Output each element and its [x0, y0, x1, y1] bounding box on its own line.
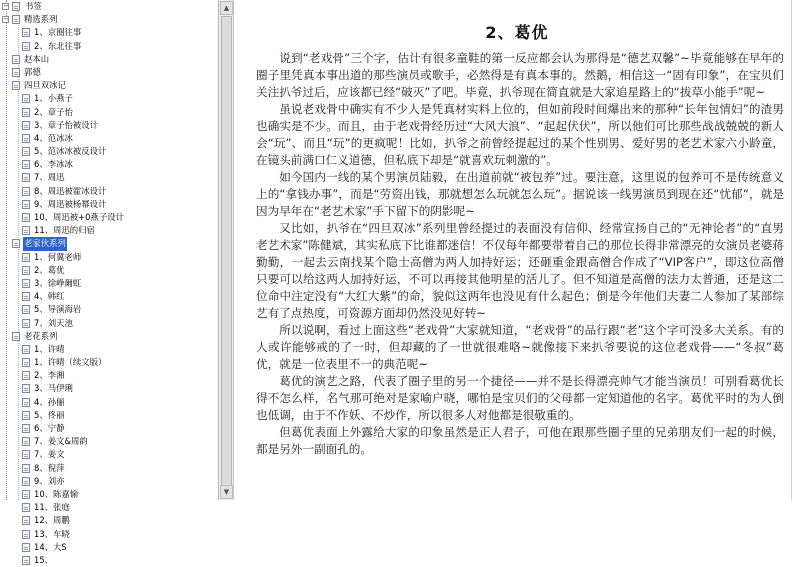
document-icon: [22, 187, 30, 196]
tree-item[interactable]: [0, 211, 218, 224]
tree-item-label: 14、大S: [34, 541, 67, 552]
tree-item-label: 5、导演海岩: [34, 304, 82, 315]
folder-icon: [12, 2, 20, 11]
document-icon: [12, 55, 20, 64]
document-icon: [22, 490, 30, 499]
tree-items: [0, 13, 218, 567]
tree-item[interactable]: [0, 145, 218, 158]
tree-item-label: 5、范冰冰被反设计: [34, 146, 107, 157]
tree-scrollbar[interactable]: [219, 0, 234, 500]
paragraph: 如今国内一线的某个男演员陆毅，在出道前就“被包养”过。要注意，这里说的包养可不是传统意义上的“拿钱办事”，而是“劳资出钱，那就想怎么玩就怎么玩”。据说该一线男演员到现在还“忧郁”，就是因为早年在“老艺术家”手下留下的阴影呢~: [256, 170, 784, 218]
document-icon: [22, 213, 30, 222]
document-icon: [22, 411, 30, 420]
bookmark-tree-pane: [0, 0, 219, 565]
document-icon: [22, 134, 30, 143]
tree-item[interactable]: [0, 290, 218, 303]
document-icon: [12, 68, 20, 77]
document-icon: [22, 160, 30, 169]
document-icon: [22, 437, 30, 446]
tree-item-label: 10、周迅被+0燕子设计: [34, 212, 125, 222]
tree-item[interactable]: [0, 356, 218, 369]
document-icon: [22, 477, 30, 486]
tree-item-label: 老家伙系列: [23, 237, 67, 250]
tree-item-label: 8、周迅被霍冰设计: [34, 185, 107, 196]
tree-item-label: 4、孙俪: [34, 396, 65, 407]
document-icon: [22, 108, 30, 117]
tree-item[interactable]: [0, 132, 218, 145]
document-icon: [22, 94, 30, 103]
collapse-icon[interactable]: −: [3, 2, 9, 10]
tree-item-label: 3、章子怡被设计: [34, 119, 98, 130]
tree-item-label: 13、车晓: [34, 528, 70, 539]
tree-item[interactable]: [0, 92, 218, 105]
tree-item-label: 赵本山: [24, 53, 50, 64]
tree-item[interactable]: [0, 462, 218, 475]
tree-item-label: 12、周鹏: [34, 515, 70, 526]
tree-item-label: 精选系列: [24, 14, 58, 25]
tree-item-label: 6、宁静: [34, 423, 65, 433]
tree-item-label: 老花系列: [24, 330, 58, 341]
document-icon: [12, 332, 20, 341]
window-edge: [791, 0, 792, 500]
tree-item[interactable]: [0, 541, 218, 554]
tree-item-label: 10、陈嘉愉: [34, 488, 79, 499]
tree-item[interactable]: [0, 303, 218, 316]
tree-root[interactable]: [0, 0, 218, 13]
paragraph: 说到“老戏骨”三个字，估计有很多童鞋的第一反应都会认为那得是“德艺双馨”~毕竟能够在早年的圈子里凭真本事出道的那些演员或歌手，必然得是有真本事的。然鹅，相信这一“固有印象”，在宝贝们关注扒爷过后，应该都已经“破灭”了吧。毕竟，扒爷现在简直就是大家追星路上的“拔草小能手”呢~: [256, 51, 784, 99]
tree-item-label: 11、周迅的归宿: [34, 225, 95, 236]
tree-item-label: 四旦双冰记: [24, 80, 66, 91]
document-icon: [22, 464, 30, 473]
tree-item[interactable]: [0, 119, 218, 132]
document-icon: [22, 200, 30, 209]
tree-item[interactable]: [0, 343, 218, 356]
tree-item-label: 4、韩红: [34, 291, 65, 302]
tree-item[interactable]: [0, 251, 218, 264]
tree-item-label: 1、京圈往事: [34, 27, 82, 38]
document-icon: [22, 42, 30, 51]
paragraph: 但葛优表面上外露给大家的印象虽然是正人君子，可他在跟那些圈子里的兄弟朋友们一起的时候，都是另外一副面孔的。: [256, 425, 784, 456]
tree-item[interactable]: [0, 396, 218, 409]
tree-item-label: 2、章子怡: [34, 106, 73, 117]
scroll-up-icon[interactable]: ▲: [220, 1, 233, 15]
paragraph: 葛优的演艺之路，代表了圈子里的另一个捷径——并不是长得漂亮帅气才能当演员！可别看葛优长得不怎么样，名气那可绝对是家喻户晓，哪怕是宝贝们的父母都一定知道他的名字。葛优平时的为人倒也低调，由于不作妖、不炒作，所以很多人对他都是很敬重的。: [256, 374, 784, 422]
tree-item[interactable]: [0, 514, 218, 527]
tree-item-label: 9、刘亦: [34, 475, 65, 486]
document-icon: [12, 81, 20, 90]
tree-item[interactable]: [0, 382, 218, 395]
document-icon: [22, 398, 30, 407]
tree-item-label: 6、李冰冰: [34, 159, 73, 170]
tree-item[interactable]: [0, 528, 218, 541]
tree-item[interactable]: [0, 13, 218, 26]
document-icon: [22, 266, 30, 275]
document-icon: [22, 556, 30, 565]
tree-item[interactable]: [0, 237, 218, 250]
document-icon: [22, 503, 30, 512]
tree-item-label: 7、姜文: [34, 449, 65, 460]
tree-item[interactable]: [0, 554, 218, 567]
tree-item-label: 4、范冰冰: [34, 132, 73, 143]
document-icon: [12, 15, 20, 24]
tree-item[interactable]: [0, 224, 218, 237]
tree-item[interactable]: [0, 409, 218, 422]
document-icon: [22, 530, 30, 539]
tree-item[interactable]: [0, 158, 218, 171]
scroll-thumb[interactable]: [221, 16, 232, 490]
tree-item[interactable]: [0, 435, 218, 448]
document-pane: [234, 0, 800, 500]
document-icon: [22, 384, 30, 393]
tree-item[interactable]: [0, 277, 218, 290]
document-icon: [22, 543, 30, 552]
document-icon: [22, 147, 30, 156]
tree-item[interactable]: [0, 475, 218, 488]
tree-item[interactable]: [0, 106, 218, 119]
tree-item[interactable]: [0, 185, 218, 198]
tree-item[interactable]: [0, 53, 218, 66]
tree-item-label: 7、周迅: [34, 172, 65, 183]
tree-item-label: 7、刘天池: [34, 317, 73, 328]
tree-item[interactable]: [0, 488, 218, 501]
tree-item[interactable]: [0, 79, 218, 92]
document-icon: [22, 305, 30, 314]
tree-item-label: 15、: [34, 554, 54, 565]
tree-item-label: 5、佟丽: [34, 409, 65, 420]
paragraph: 虽说老戏骨中确实有不少人是凭真材实料上位的，但如前段时间爆出来的那种“长年包情妇”的渣男也确实是不少。而且，由于老戏骨经历过“大风大浪”、“起起伏伏”，所以他们可比那些战战兢兢的新人会“玩”、而且“玩”的更疯呢！比如，扒爷之前曾经提起过的某个性别男、爱好男的老艺术家六小龄童，在镜头前满口仁义道德，但私底下却是“就喜欢玩刺激的”。: [256, 102, 784, 167]
paragraph: 所以说啊，看过上面这些“老戏骨”大家就知道，“老戏骨”的品行跟“老”这个字可没多大关系。有的人或许能够戒的了一时，但却藏的了一世就很难咯~就像接下来扒爷要说的这位老戏骨——“冬叔”葛优，就是一位表里不一的典范呢~: [256, 323, 784, 371]
tree-item[interactable]: [0, 66, 218, 79]
tree-item-label: 3、马伊琍: [34, 383, 73, 394]
document-icon: [22, 226, 30, 235]
document-icon: [22, 516, 30, 525]
tree-item-label: 1、许晴: [34, 343, 65, 354]
document-icon: [22, 450, 30, 459]
tree-item-label: 3、徐峥爾虹: [34, 277, 82, 288]
document-title: 2、葛优: [485, 23, 549, 42]
tree-item[interactable]: [0, 369, 218, 382]
document-icon: [12, 239, 20, 248]
tree-item[interactable]: [0, 171, 218, 184]
tree-item[interactable]: [0, 330, 218, 343]
scroll-down-icon[interactable]: ▼: [220, 485, 233, 499]
tree-item[interactable]: [0, 422, 218, 435]
tree-item[interactable]: [0, 501, 218, 514]
document-icon: [22, 173, 30, 182]
tree-item-label: 7、姜文&周韵: [34, 436, 88, 447]
tree-item-label: 1、小燕子: [34, 93, 73, 104]
tree-item[interactable]: [0, 198, 218, 211]
tree-item-label: 2、葛优: [34, 264, 65, 275]
tree-item-label: 2、李湘: [34, 370, 65, 381]
document-icon: [22, 319, 30, 328]
collapse-icon[interactable]: −: [3, 15, 9, 24]
tree-item[interactable]: [0, 448, 218, 461]
document-icon: [22, 253, 30, 262]
tree-item[interactable]: [0, 40, 218, 53]
tree-item-label: 1、许晴（续文版）: [34, 357, 107, 368]
tree-item[interactable]: [0, 264, 218, 277]
document-icon: [22, 28, 30, 37]
document-icon: [22, 424, 30, 433]
tree-item-label: 9、周迅被杨幂设计: [34, 198, 107, 209]
tree-item-label: 1、何冀老师: [34, 251, 82, 262]
document-icon: [22, 279, 30, 288]
document-icon: [22, 358, 30, 367]
tree-item-label: 郭德: [24, 66, 41, 77]
paragraph: 又比如，扒爷在“四旦双冰”系列里曾经提过的表面没有信仰、经常宣扬自己的“无神论者”的“直男老艺术家”陈健斌，其实私底下比谁都迷信！不仅每年都要带着自己的那位长得非常漂亮的女演员老婆蒋勤勤，一起去云南找某个隐士高僧为两人加持好运；还砸重金跟高僧合作成了“VIP客户”，即这位高僧只要可以给这两人加持好运，不可以再接其他明星的活儿了。但不知道是高僧的法力太普通，还是这二位命中注定没有“大红大紫”的命，貌似这两年也没见有什么起色；倒是今年他们夫妻二人参加了某部综艺有了点热度，可资源方面却仍然没见好转~: [256, 221, 784, 320]
tree-item[interactable]: [0, 317, 218, 330]
tree-root-label: 书签: [25, 1, 42, 11]
tree-item-label: 11、张庭: [34, 502, 70, 513]
document-icon: [22, 292, 30, 301]
tree-item-label: 2、东北往事: [34, 40, 82, 51]
document-body: [256, 50, 784, 458]
document-icon: [22, 345, 30, 354]
document-icon: [22, 121, 30, 130]
tree-item[interactable]: [0, 26, 218, 39]
document-icon: [22, 371, 30, 380]
tree-item-label: 8、倪萍: [34, 462, 65, 473]
